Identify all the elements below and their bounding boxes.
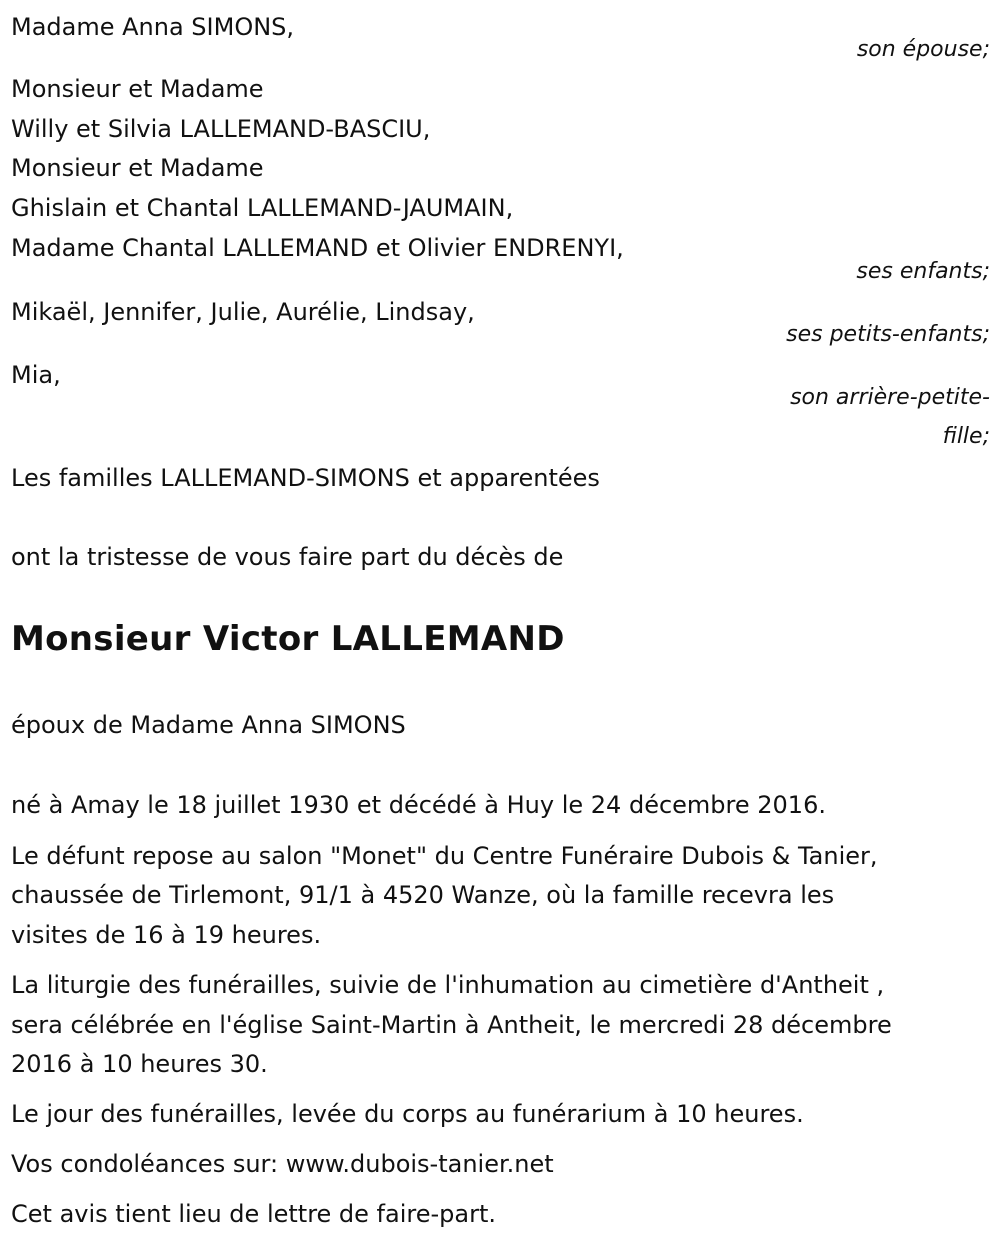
children-line: Monsieur et Madame	[11, 154, 264, 182]
children-relation: ses enfants;	[856, 259, 990, 284]
removal-line: Le jour des funérailles, levée du corps au funérarium à 10 heures.	[11, 1100, 804, 1128]
rest-line: Le défunt repose au salon "Monet" du Centre Funéraire Dubois & Tanier,	[11, 842, 878, 870]
spouse-of: époux de Madame Anna SIMONS	[11, 711, 406, 739]
condolences-line	[11, 1144, 554, 1184]
liturgy-line: La liturgie des funérailles, suivie de l'inhumation au cimetière d'Antheit ,	[11, 971, 885, 999]
families-line: Les familles LALLEMAND-SIMONS et apparentées	[11, 464, 600, 492]
condolences-label: Vos condoléances sur:	[11, 1150, 286, 1178]
deceased-name: Monsieur Victor LALLEMAND	[11, 619, 565, 659]
spouse-line: Madame Anna SIMONS,	[11, 13, 295, 41]
children-line: Madame Chantal LALLEMAND et Olivier ENDRENYI,	[11, 234, 624, 262]
children-line: Willy et Silvia LALLEMAND-BASCIU,	[11, 115, 431, 143]
birth-death: né à Amay le 18 juillet 1930 et décédé à Huy le 24 décembre 2016.	[11, 791, 826, 819]
announcement: ont la tristesse de vous faire part du décès de	[11, 543, 564, 571]
grandchildren-line: Mikaël, Jennifer, Julie, Aurélie, Lindsay,	[11, 298, 475, 326]
liturgy-line: 2016 à 10 heures 30.	[11, 1050, 268, 1078]
rest-line: visites de 16 à 19 heures.	[11, 921, 322, 949]
greatgrandchild-relation: son arrière-petite-	[790, 385, 990, 410]
notice-line: Cet avis tient lieu de lettre de faire-part.	[11, 1200, 496, 1228]
rest-line: chaussée de Tirlemont, 91/1 à 4520 Wanze, où la famille recevra les	[11, 881, 835, 909]
liturgy-line: sera célébrée en l'église Saint-Martin à Antheit, le mercredi 28 décembre	[11, 1011, 892, 1039]
children-line: Ghislain et Chantal LALLEMAND-JAUMAIN,	[11, 194, 514, 222]
children-line: Monsieur et Madame	[11, 75, 264, 103]
greatgrandchild-relation-cont: fille;	[942, 424, 990, 449]
greatgrandchild-line: Mia,	[11, 361, 61, 389]
grandchildren-relation: ses petits-enfants;	[786, 322, 990, 347]
condolences-link[interactable]: www.dubois-tanier.net	[285, 1150, 554, 1178]
spouse-relation: son épouse;	[856, 37, 990, 62]
